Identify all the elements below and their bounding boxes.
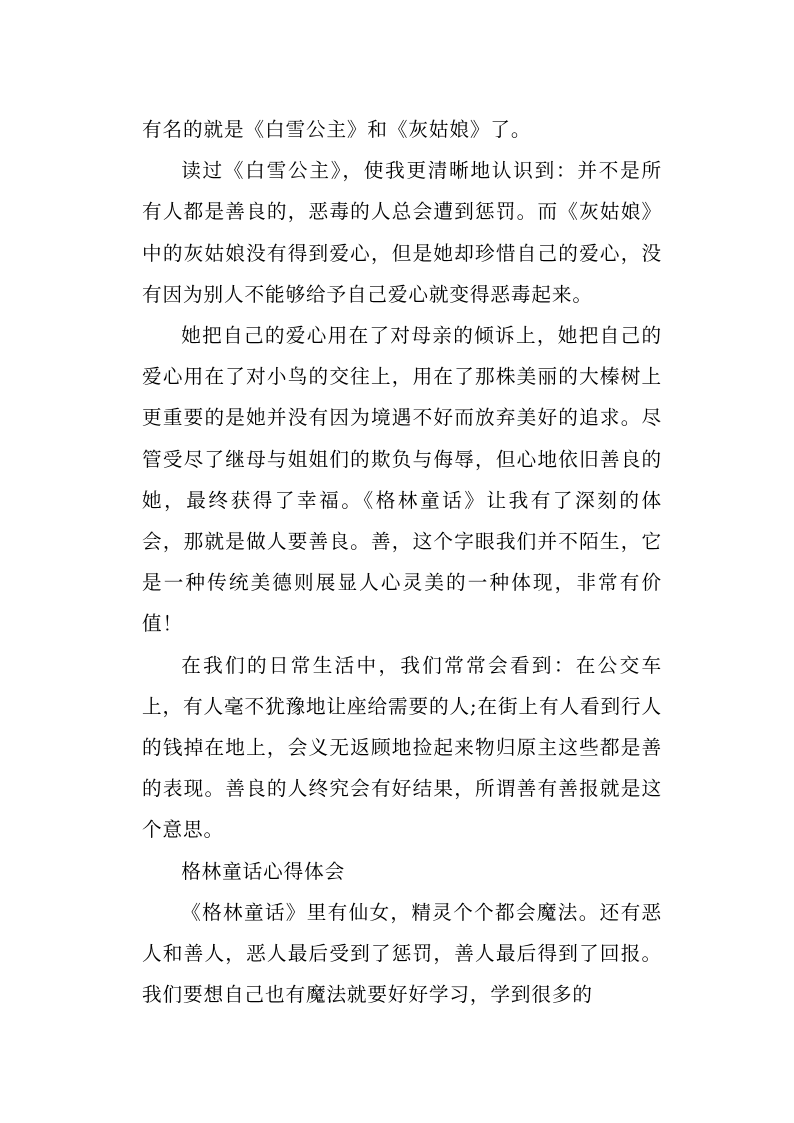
paragraph-daily-life: 在我们的日常生活中，我们常常会看到：在公交车上，有人毫不犹豫地让座给需要的人;在街上有人看到行人的钱掉在地上，会义无返顾地捡起来物归原主这些都是善的表现。善良的人终究会有好结果，所谓善有善报就是这个意思。 — [142, 653, 662, 842]
paragraph-snow-white: 读过《白雪公主》，使我更清晰地认识到：并不是所有人都是善良的，恶毒的人总会遭到惩罚。而《灰姑娘》中的灰姑娘没有得到爱心，但是她却珍惜自己的爱心，没有因为别人不能够给予自己爱心就变得恶毒起来。 — [142, 159, 662, 306]
paragraph-magic: 《格林童话》里有仙女，精灵个个都会魔法。还有恶人和善人，恶人最后受到了惩罚，善人最后得到了回报。我们要想自己也有魔法就要好好学习，学到很多的 — [142, 900, 662, 1007]
paragraph-cinderella-kindness: 她把自己的爱心用在了对母亲的倾诉上，她把自己的爱心用在了对小鸟的交往上，用在了那株美丽的大榛树上更重要的是她并没有因为境遇不好而放弃美好的追求。尽管受尽了继母与姐姐们的欺负与侮辱，但心地依旧善良的她，最终获得了幸福。《格林童话》让我有了深刻的体会，那就是做人要善良。善，这个字眼我们并不陌生，它是一种传统美德则展显人心灵美的一种体现，非常有价值！ — [142, 324, 662, 636]
document-body — [142, 109, 662, 1015]
paragraph-continuation: 有名的就是《白雪公主》和《灰姑娘》了。 — [142, 118, 532, 141]
section-heading: 格林童话心得体会 — [181, 859, 346, 883]
